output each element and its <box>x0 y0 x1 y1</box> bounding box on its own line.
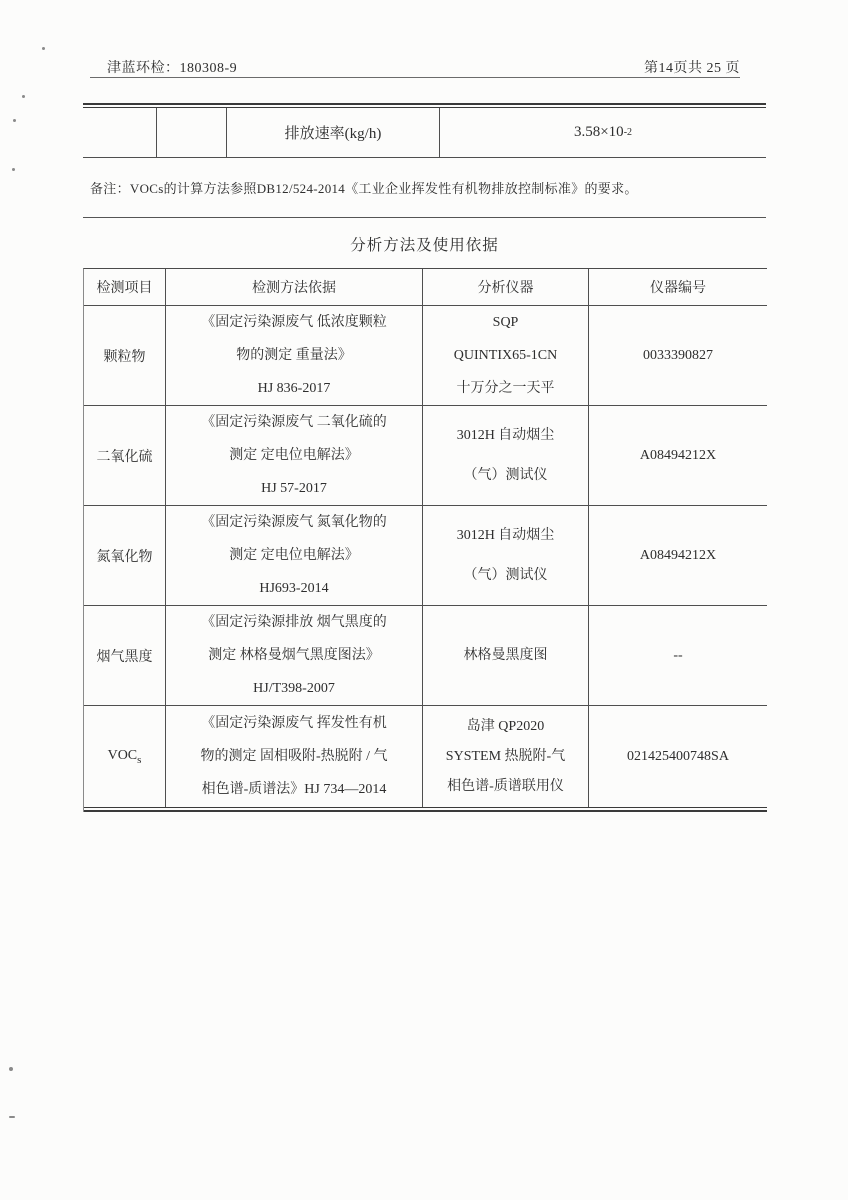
instrument-lines: 岛津 QP2020 SYSTEM 热脱附-气 相色谱-质谱联用仪 <box>445 718 566 794</box>
table-row <box>84 406 767 506</box>
emission-rate-table <box>83 103 766 158</box>
instrument-cell <box>423 306 589 405</box>
serial-cell: A08494212X <box>639 547 717 563</box>
instrument-cell <box>423 506 589 605</box>
table-row <box>83 108 766 158</box>
note-text: VOCs的计算方法参照DB12/524-2014《工业企业挥发性有机物排放控制标准》的要求。 <box>129 181 638 196</box>
note-label: 备注： <box>90 181 130 196</box>
col-header-item: 检测项目 <box>84 269 166 305</box>
method-lines: 《固定污染源废气 低浓度颗粒 物的测定 重量法》 HJ 836-2017 <box>201 315 387 396</box>
method-lines: 《固定污染源排放 烟气黑度的 测定 林格曼烟气黑度图法》 HJ/T398-2007 <box>201 615 387 696</box>
serial-cell: A08494212X <box>639 447 717 463</box>
instrument-lines: SQP QUINTIX65-1CN 十万分之一天平 <box>453 315 558 396</box>
note-line <box>90 178 780 197</box>
note-bottom-rule <box>83 217 766 218</box>
table-row <box>84 506 767 606</box>
item-cell <box>84 706 166 807</box>
table-row <box>84 306 767 406</box>
empty-cell <box>157 108 227 157</box>
page-indicator: 第14页共 25 页 <box>644 61 740 76</box>
scan-speck <box>22 95 25 98</box>
serial-cell: -- <box>673 647 683 663</box>
instrument-lines: 林格曼黑度图 <box>463 648 548 663</box>
instrument-cell <box>423 606 589 705</box>
emission-rate-value <box>440 108 766 157</box>
instrument-lines: 3012H 自动烟尘 （气）测试仪 <box>456 427 555 483</box>
instrument-cell <box>423 406 589 505</box>
table-header-row <box>84 269 767 306</box>
method-cell <box>166 306 423 405</box>
item-cell: 颗粒物 <box>84 306 166 405</box>
instrument-cell <box>423 706 589 807</box>
method-lines: 《固定污染源废气 挥发性有机 物的测定 固相吸附-热脱附 / 气 相色谱-质谱法》HJ 734—2014 <box>200 716 388 797</box>
item-label: $VOC_s$ <box>107 747 142 766</box>
scan-speck <box>12 168 15 171</box>
header-rule <box>90 77 740 78</box>
item-cell: 二氧化硫 <box>84 406 166 505</box>
table-row <box>84 706 767 807</box>
method-cell <box>166 406 423 505</box>
scan-speck <box>9 1116 15 1118</box>
instrument-lines: 3012H 自动烟尘 （气）测试仪 <box>456 527 555 583</box>
col-header-method: 检测方法依据 <box>166 269 423 305</box>
value-exponent: -2 <box>623 127 633 138</box>
emission-rate-label: 排放速率(kg/h) <box>227 108 440 157</box>
method-cell <box>166 706 423 807</box>
scan-speck <box>42 47 45 50</box>
method-lines: 《固定污染源废气 氮氧化物的 测定 定电位电解法》 HJ693-2014 <box>201 515 387 596</box>
method-lines: 《固定污染源废气 二氧化硫的 测定 定电位电解法》 HJ 57-2017 <box>201 415 387 496</box>
serial-cell: 0033390827 <box>643 347 713 363</box>
item-cell: 氮氧化物 <box>84 506 166 605</box>
empty-cell <box>83 108 157 157</box>
serial-cell: 021425400748SA <box>627 748 729 764</box>
report-number: 津蓝环检：180308-9 <box>107 61 238 76</box>
method-cell <box>166 506 423 605</box>
col-header-instrument: 分析仪器 <box>423 269 589 305</box>
table-row <box>84 606 767 706</box>
col-header-serial: 仪器编号 <box>650 281 706 296</box>
section-title: 分析方法及使用依据 <box>350 237 499 254</box>
scan-speck <box>13 119 16 122</box>
value-base: 3.58×10 <box>573 124 624 140</box>
analysis-methods-table <box>83 268 767 812</box>
method-cell <box>166 606 423 705</box>
table-bottom-double-rule <box>84 807 767 812</box>
item-cell: 烟气黑度 <box>84 606 166 705</box>
scan-speck <box>9 1067 13 1071</box>
